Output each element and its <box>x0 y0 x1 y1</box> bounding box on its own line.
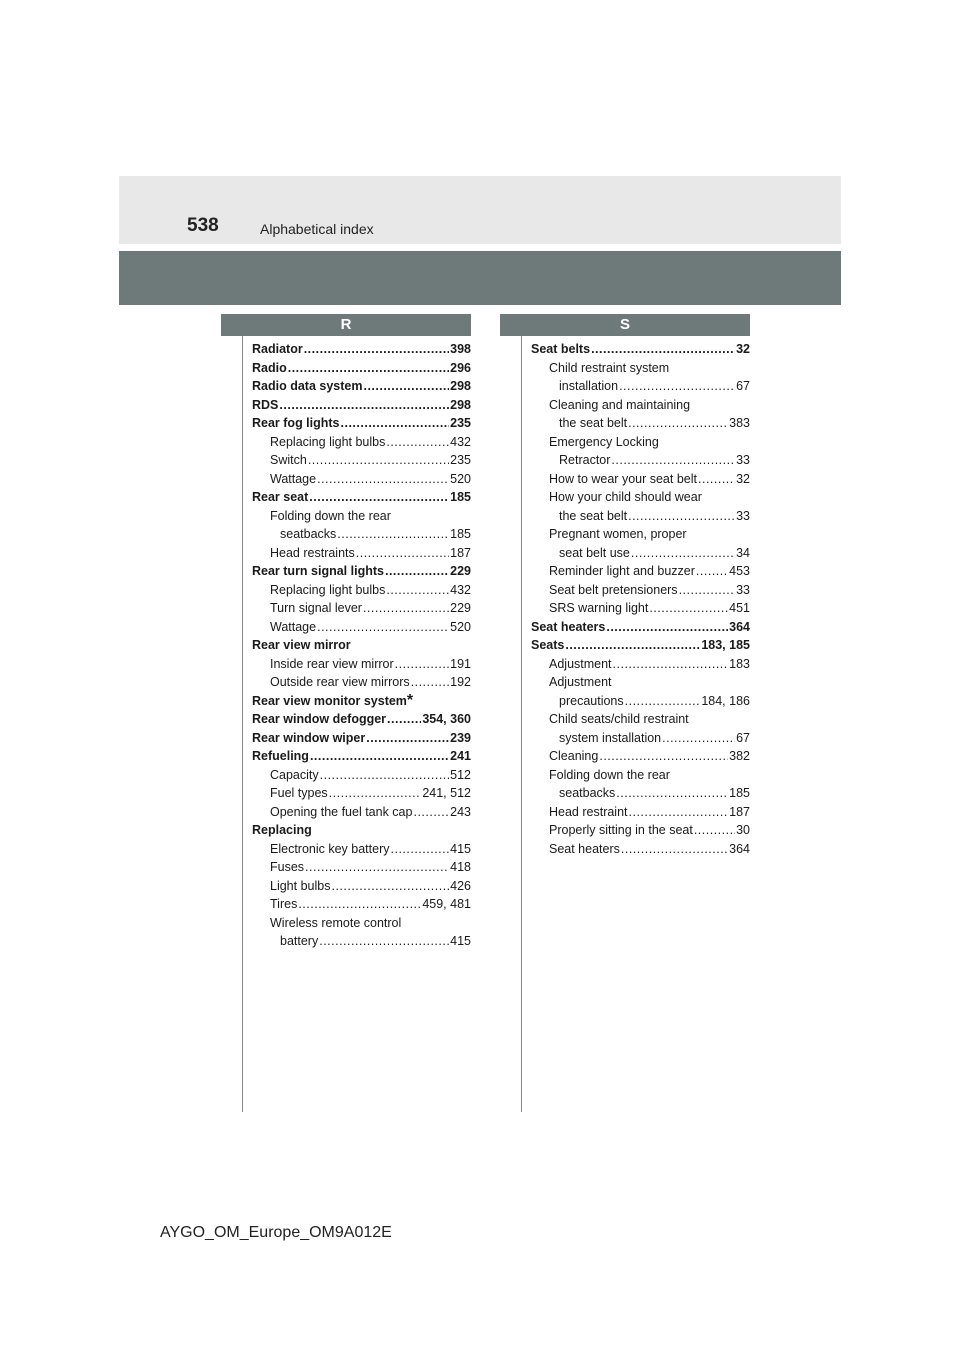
index-entry <box>531 396 750 415</box>
index-entry-text: Replacing <box>252 823 312 837</box>
header-dark-band <box>119 251 841 305</box>
index-entry-page: 296 <box>450 360 471 375</box>
index-entry <box>252 895 471 914</box>
index-entry-page: 432 <box>450 434 471 449</box>
index-entry <box>252 729 471 748</box>
leader-dots <box>279 396 449 415</box>
index-entry-text: Turn signal lever <box>270 601 362 615</box>
index-entry <box>252 655 471 674</box>
index-entry <box>531 470 750 489</box>
index-entry-page: 512 <box>450 767 471 782</box>
leader-dots <box>619 377 735 396</box>
column-rule-left <box>242 336 243 1112</box>
index-entry <box>531 340 750 359</box>
index-entry <box>531 581 750 600</box>
index-entry-page: 398 <box>450 342 471 356</box>
index-entry <box>531 562 750 581</box>
leader-dots <box>698 470 735 489</box>
index-entry-page: 241 <box>450 749 471 763</box>
index-entry-page: 185 <box>729 786 750 800</box>
index-entry-page: 191 <box>450 656 471 671</box>
leader-dots <box>621 840 728 859</box>
index-entry-text: Radio data system <box>252 379 363 393</box>
index-entry <box>531 451 750 470</box>
index-entry <box>252 581 471 600</box>
leader-dots <box>694 821 735 840</box>
leader-dots <box>413 803 449 822</box>
leader-dots <box>320 766 450 785</box>
index-entry <box>531 692 750 711</box>
leader-dots <box>308 451 449 470</box>
letter-heading-s: S <box>500 314 750 336</box>
index-entry-text: system installation <box>559 730 662 745</box>
index-entry-text: Light bulbs <box>270 878 331 893</box>
index-entry-text: seatbacks <box>280 527 337 541</box>
index-entry <box>531 618 750 637</box>
index-entry-text: Cleaning <box>549 749 599 763</box>
leader-dots <box>317 470 449 489</box>
leader-dots <box>631 544 735 563</box>
index-entry <box>252 858 471 877</box>
index-entry <box>531 507 750 526</box>
index-entry-page: 415 <box>450 841 471 856</box>
index-entry-text: Electronic key battery <box>270 841 390 856</box>
leader-dots <box>305 858 449 877</box>
index-entry <box>252 932 471 951</box>
index-entry-text: Child seats/child restraint <box>549 712 689 726</box>
index-entry <box>252 821 471 840</box>
index-entry <box>252 840 471 859</box>
index-entry-text: RDS <box>252 397 279 412</box>
index-entry-page: 183 <box>729 656 750 671</box>
leader-dots <box>363 377 449 396</box>
index-entry-page: 432 <box>450 582 471 597</box>
index-entry-text: Retractor <box>559 453 611 467</box>
index-entry <box>531 821 750 840</box>
index-entry-text: Rear fog lights <box>252 416 340 430</box>
index-entry <box>252 414 471 433</box>
leader-dots <box>337 525 449 544</box>
index-entry-page: 418 <box>450 860 471 874</box>
leader-dots <box>629 803 729 822</box>
leader-dots <box>386 581 449 600</box>
leader-dots <box>599 747 728 766</box>
index-entry-page: 32 <box>736 342 750 356</box>
index-entry-text: precautions <box>559 693 624 708</box>
leader-dots <box>679 581 736 600</box>
index-entry-page: 364 <box>729 841 750 856</box>
index-entry-text: Wireless remote control <box>270 915 402 930</box>
index-entry-text: Fuses <box>270 860 305 874</box>
index-entry-text: Pregnant women, proper <box>549 527 687 541</box>
leader-dots <box>611 451 735 470</box>
index-entry-text: Head restraints <box>270 545 355 560</box>
index-entry-page: 187 <box>729 804 750 819</box>
leader-dots <box>329 784 422 803</box>
index-entry-page: 235 <box>450 453 471 467</box>
index-entry-page: 415 <box>450 934 471 948</box>
index-entry <box>531 414 750 433</box>
index-entry <box>252 525 471 544</box>
index-entry-text: Capacity <box>270 767 319 782</box>
index-entry-page: 241, 512 <box>422 786 471 800</box>
index-entry <box>252 544 471 563</box>
index-entry-page: 30 <box>736 823 750 837</box>
index-entry-page: 229 <box>450 564 471 578</box>
index-entry-text: Seats <box>531 638 565 652</box>
leader-dots <box>628 414 728 433</box>
index-entry <box>252 636 471 655</box>
section-title: Alphabetical index <box>260 221 374 237</box>
index-entry <box>531 359 750 378</box>
index-entry <box>252 803 471 822</box>
index-entry-text: Properly sitting in the seat <box>549 823 693 837</box>
index-entry-page: 33 <box>736 508 750 523</box>
index-entry-text: Radiator <box>252 342 303 356</box>
index-entry <box>252 470 471 489</box>
header-top-band <box>119 176 841 244</box>
index-entry-page: 185 <box>450 490 471 504</box>
index-entry <box>531 729 750 748</box>
index-entry <box>252 433 471 452</box>
index-entry <box>531 803 750 822</box>
index-entry-page: 235 <box>450 416 471 430</box>
index-entry-text: Rear window defogger <box>252 712 387 726</box>
index-entry-page: 33 <box>736 453 750 467</box>
leader-dots <box>606 618 728 637</box>
index-entry <box>252 488 471 507</box>
leader-dots <box>391 840 450 859</box>
leader-dots <box>341 414 450 433</box>
column-rule-right <box>521 336 522 1112</box>
index-entry <box>531 784 750 803</box>
index-entry-text: Refueling <box>252 749 309 763</box>
leader-dots <box>628 507 735 526</box>
index-entry-page: 184, 186 <box>701 693 750 708</box>
index-entry-text: installation <box>559 379 619 393</box>
index-entry <box>252 599 471 618</box>
index-entry-text: Switch <box>270 453 307 467</box>
index-entry-page: 451 <box>729 601 750 615</box>
index-entry <box>531 488 750 507</box>
index-entry <box>252 377 471 396</box>
leader-dots <box>385 562 449 581</box>
index-entry <box>252 562 471 581</box>
leader-dots <box>649 599 728 618</box>
index-entry <box>531 710 750 729</box>
index-entry-page: 364 <box>729 619 750 634</box>
index-entry <box>531 636 750 655</box>
index-entry-text: Seat belt pretensioners <box>549 582 678 597</box>
index-entry-page: 459, 481 <box>422 897 471 911</box>
page-number: 538 <box>187 215 219 236</box>
index-entry <box>531 673 750 692</box>
index-entry-page: 34 <box>736 545 750 560</box>
index-entry-text: Cleaning and maintaining <box>549 397 691 412</box>
index-entry-text: SRS warning light <box>549 601 649 615</box>
index-entry <box>252 673 471 692</box>
index-entry <box>252 914 471 933</box>
index-entry <box>252 784 471 803</box>
index-entry-text: Opening the fuel tank cap <box>270 804 413 819</box>
index-entry-text: How to wear your seat belt <box>549 471 697 486</box>
index-entry-text: Radio <box>252 360 287 375</box>
index-entry-text: Adjustment <box>549 675 612 689</box>
index-entry <box>252 451 471 470</box>
index-entry-text: Folding down the rear <box>270 508 391 523</box>
index-entry-text: Seat heaters <box>549 841 620 856</box>
index-entry-text: Seat heaters <box>531 619 606 634</box>
index-entry-text: Child restraint system <box>549 360 670 375</box>
index-entry <box>252 507 471 526</box>
asterisk-mark: * <box>406 691 414 709</box>
index-entry-text: Replacing light bulbs <box>270 434 386 449</box>
leader-dots <box>613 655 729 674</box>
index-entry-text: Replacing light bulbs <box>270 582 386 597</box>
leader-dots <box>310 747 449 766</box>
index-entry-page: 520 <box>450 619 471 634</box>
index-entry-text: Folding down the rear <box>549 767 670 782</box>
index-entry <box>252 877 471 896</box>
index-entry-page: 187 <box>450 545 471 560</box>
index-column-r <box>252 340 471 951</box>
index-entry <box>252 618 471 637</box>
index-column-s <box>531 340 750 858</box>
index-entry-text: Rear seat <box>252 490 309 504</box>
index-entry-text: Adjustment <box>549 656 612 671</box>
index-entry-text: Tires <box>270 897 298 911</box>
leader-dots <box>662 729 735 748</box>
index-entry-page: 192 <box>450 675 471 689</box>
letter-heading-r: R <box>221 314 471 336</box>
index-entry-text: Reminder light and buzzer <box>549 564 695 578</box>
index-entry <box>531 599 750 618</box>
index-entry <box>252 692 471 711</box>
index-entry <box>531 525 750 544</box>
index-entry-text: Emergency Locking <box>549 434 659 449</box>
leader-dots <box>386 433 449 452</box>
leader-dots <box>591 340 735 359</box>
index-entry <box>252 359 471 378</box>
index-entry <box>531 840 750 859</box>
index-entry <box>252 766 471 785</box>
index-entry <box>531 377 750 396</box>
leader-dots <box>616 784 728 803</box>
index-entry <box>252 747 471 766</box>
index-entry-page: 239 <box>450 730 471 745</box>
leader-dots <box>411 673 450 692</box>
index-entry-text: the seat belt <box>559 416 628 430</box>
index-entry-page: 383 <box>729 416 750 430</box>
index-entry-text: Fuel types <box>270 786 328 800</box>
index-entry-page: 67 <box>736 379 750 393</box>
index-entry-text: seat belt use <box>559 545 630 560</box>
index-entry <box>531 766 750 785</box>
leader-dots <box>363 599 449 618</box>
leader-dots <box>317 618 449 637</box>
index-entry-page: 32 <box>736 471 750 486</box>
index-entry-page: 298 <box>450 379 471 393</box>
index-entry-text: How your child should wear <box>549 490 702 504</box>
index-entry <box>252 710 471 729</box>
leader-dots <box>331 877 449 896</box>
index-entry-text: battery <box>280 934 319 948</box>
leader-dots <box>298 895 421 914</box>
leader-dots <box>304 340 449 359</box>
leader-dots <box>288 359 449 378</box>
index-entry-page: 453 <box>729 564 750 578</box>
index-entry-page: 426 <box>450 878 471 893</box>
index-entry-text: Wattage <box>270 619 317 634</box>
index-entry-page: 185 <box>450 527 471 541</box>
index-entry-page: 33 <box>736 582 750 597</box>
index-entry <box>531 747 750 766</box>
index-entry-text: Head restraint <box>549 804 628 819</box>
index-entry-page: 298 <box>450 397 471 412</box>
index-entry-page: 229 <box>450 601 471 615</box>
index-entry-text: Inside rear view mirror <box>270 656 394 671</box>
leader-dots <box>356 544 449 563</box>
leader-dots <box>625 692 701 711</box>
index-entry-page: 382 <box>729 749 750 763</box>
index-entry <box>252 340 471 359</box>
index-entry-page: 520 <box>450 471 471 486</box>
index-entry-text: Rear turn signal lights <box>252 564 384 578</box>
leader-dots <box>366 729 449 748</box>
index-entry <box>531 655 750 674</box>
index-entry-text: the seat belt <box>559 508 628 523</box>
index-entry-text: Seat belts <box>531 342 591 356</box>
index-entry-page: 67 <box>736 730 750 745</box>
index-entry-page: 183, 185 <box>701 638 750 652</box>
leader-dots <box>565 636 700 655</box>
document-code: AYGO_OM_Europe_OM9A012E <box>160 1224 392 1241</box>
index-entry-text: Rear view monitor system <box>252 693 407 708</box>
index-entry-text: Outside rear view mirrors <box>270 675 410 689</box>
index-entry-text: Rear window wiper <box>252 730 366 745</box>
index-entry <box>252 396 471 415</box>
index-entry <box>531 544 750 563</box>
leader-dots <box>319 932 449 951</box>
leader-dots <box>309 488 449 507</box>
index-entry-page: 243 <box>450 804 471 819</box>
index-entry-text: seatbacks <box>559 786 616 800</box>
leader-dots <box>387 710 421 729</box>
leader-dots <box>395 655 450 674</box>
index-entry-text: Wattage <box>270 471 317 486</box>
index-entry-page: 354, 360 <box>422 712 471 726</box>
index-entry <box>531 433 750 452</box>
index-entry-text: Rear view mirror <box>252 638 351 652</box>
leader-dots <box>696 562 728 581</box>
